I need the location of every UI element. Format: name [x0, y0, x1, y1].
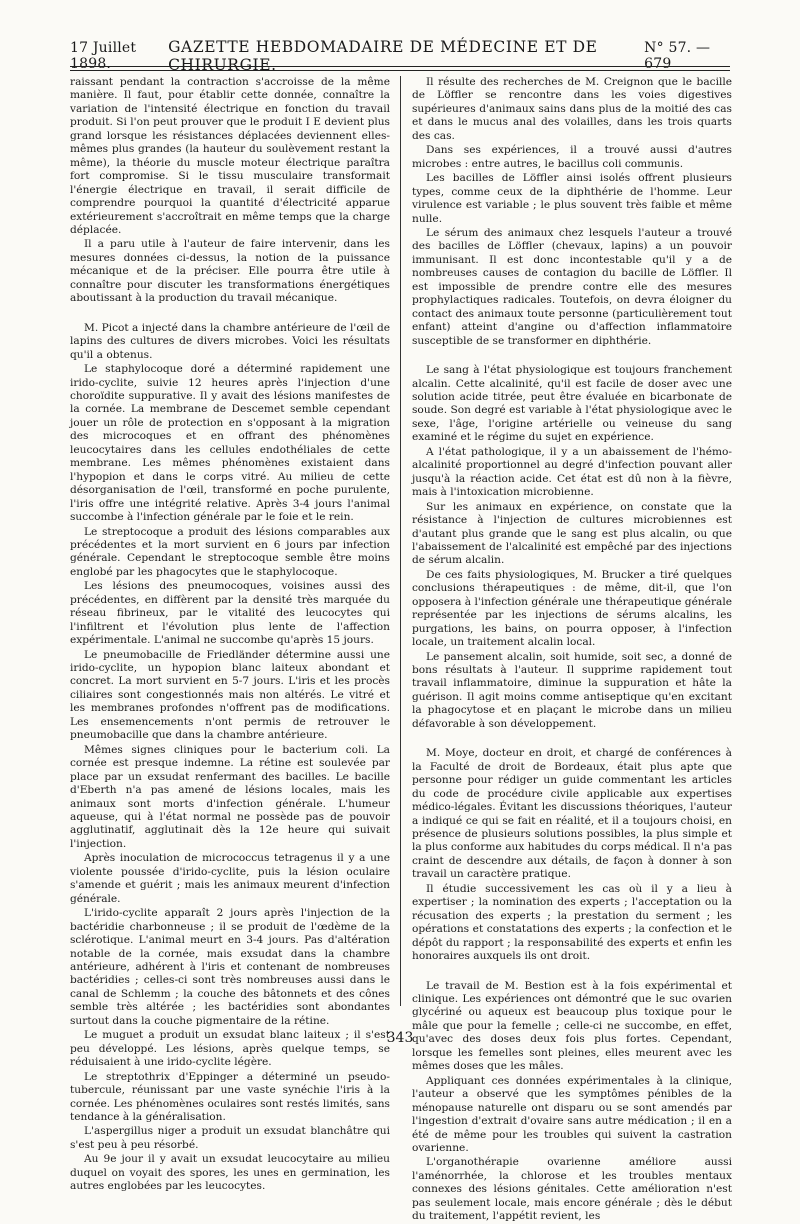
header-rule	[70, 66, 730, 71]
paragraph: raissant pendant la contraction s'accroisse de la même manière. Il faut, pour établir cette donnée, connaître la variation de l'intensité électrique en fonction du travail produit. Si l'on peut prouver que le produit I E devient plus grand lorsque les résistances déplacées deviennent elles-mêmes plus grandes (la hauteur du soulèvement restant la même), la théorie du muscle moteur électrique paraîtra fort compromise. Si le tissu musculaire transformait l'énergie électrique en travail, il serait difficile de comprendre pourquoi la quantité d'électricité apparue extérieurement s'accroîtrait en même temps que la charge déplacée.	[70, 76, 390, 236]
paragraph: Le pneumobacille de Friedländer détermine aussi une irido-cyclite, un hypopion blanc laiteux abondant et concret. La mort survient en 5-7 jours. L'iris et les procès ciliaires sont congestionnés mais non altérés. Le vitré et les membranes profondes n'offrent pas de modifications. Les ensemencements n'ont permis de retrouver le pneumobacille que dans la chambre antérieure.	[70, 648, 390, 742]
paragraph: L'organothérapie ovarienne améliore aussi l'aménorrhée, la chlorose et les troubles mentaux connexes des lésions génitales. Cette amélioration n'est pas seulement locale, mais encore générale ; dès le début du traitement, l'appétit revient, les	[412, 1156, 732, 1223]
paragraph: Il a paru utile à l'auteur de faire intervenir, dans les mesures données ci-dessus, la notion de la puissance mécanique et de la préciser. Elle pourra être utile à connaître pour discuter les transformations énergétiques aboutissant à la production du travail mécanique.	[70, 238, 390, 305]
paragraph: Il résulte des recherches de M. Creignon que le bacille de Löffler se rencontre dans les voies digestives supérieures d'animaux sains dans plus de la moitié des cas et dans le mucus anal des volailles, dans les trois quarts des cas.	[412, 76, 732, 142]
right-column	[412, 76, 732, 1223]
paragraph: Au 9e jour il y avait un exsudat leucocytaire au milieu duquel on voyait des spores, les unes en germination, les autres englobées par les leucocytes.	[70, 1153, 390, 1193]
paragraph: Le muguet a produit un exsudat blanc laiteux ; il s'est peu développé. Les lésions, après quelque temps, se réduisaient à une irido-cyclite légère.	[70, 1029, 390, 1069]
paragraph: Il étudie successivement les cas où il y a lieu à expertiser ; la nomination des experts ; l'acceptation ou la récusation des experts ; la prestation du serment ; les opérations et constatations des experts ; la confection et le dépôt du rapport ; la responsabilité des experts et enfin les honoraires auxquels ils ont droit.	[412, 882, 732, 963]
paragraph: Sur les animaux en expérience, on constate que la résistance à l'injection de cultures microbiennes est d'autant plus grande que le sang est plus alcalin, ou que l'abaissement de l'alcalinité est empêché par des injections de sérum alcalin.	[412, 500, 732, 567]
issue-date: 17 Juillet 1898.	[70, 40, 137, 72]
paragraph: Le pansement alcalin, soit humide, soit sec, a donné de bons résultats à l'auteur. Il supprime rapidement tout travail inflammatoire, diminue la suppuration et hâte la guérison. Il agit moins comme antiseptique qu'en excitant la phagocytose et en plaçant le microbe dans un milieu défavorable à son développement.	[412, 650, 732, 730]
journal-title: GAZETTE HEBDOMADAIRE DE MÉDECINE ET DE CHIRURGIE.	[168, 38, 598, 74]
paragraph: Le sérum des animaux chez lesquels l'auteur a trouvé des bacilles de Löffler (chevaux, lapins) a un pouvoir immunisant. Il est donc incontestable qu'il y a de nombreuses causes de contagion du bacille de Löffler. Il est impossible de prendre contre elle des mesures prophylactiques radicales. Toutefois, on devra éloigner du contact des animaux toute personne (particulièrement tout enfant) atteint d'angine ou d'affection inflammatoire susceptible de se transformer en diphthérie.	[412, 226, 732, 347]
paragraph: Les lésions des pneumocoques, voisines aussi des précédentes, en diffèrent par la densité très marquée du réseau fibrineux, par le vitalité des leucocytes qui l'infiltrent et l'évolution plus lente de l'affection expérimentale. L'animal ne succombe qu'après 15 jours.	[70, 580, 390, 647]
column-divider	[400, 76, 401, 1006]
paragraph: Après inoculation de micrococcus tetragenus il y a une violente poussée d'irido-cyclite, puis la lésion oculaire s'amende et guérit ; mais les animaux meurent d'infection générale.	[70, 852, 390, 905]
paragraph: Les bacilles de Löffler ainsi isolés offrent plusieurs types, comme ceux de la diphthérie de l'homme. Leur virulence est variable ; le plus souvent très faible et même nulle.	[412, 172, 732, 225]
paragraph: M. Picot a injecté dans la chambre antérieure de l'œil de lapins des cultures de divers microbes. Voici les résultats qu'il a obtenus.	[70, 321, 391, 361]
paragraph: Appliquant ces données expérimentales à la clinique, l'auteur a observé que les symptômes pénibles de la ménopause naturelle ont disparu ou se sont amendés par l'ingestion d'extrait d'ovaire sans autre médication ; il en a été de même pour les troubles qui suivent la castration ovarienne.	[412, 1074, 732, 1154]
paragraph: A l'état pathologique, il y a un abaissement de l'hémo-alcalinité proportionnel au degré d'infection pouvant aller jusqu'à la réaction acide. Cet état est dû non à la fièvre, mais à l'intoxication microbienne.	[412, 445, 732, 499]
issue-number: N° 57. — 679	[644, 40, 711, 72]
paragraph: De ces faits physiologiques, M. Brucker a tiré quelques conclusions thérapeutiques : de même, dit-il, que l'on opposera à l'infection générale une thérapeutique générale représentée par les injections de sérums alcalins, les purgations, les bains, on pourra opposer, à l'infection locale, un traitement alcalin local.	[412, 568, 732, 649]
running-header	[70, 38, 730, 74]
paragraph: M. Moye, docteur en droit, et chargé de conférences à la Faculté de droit de Bordeaux, était plus apte que personne pour rédiger un guide commentant les articles du code de procédure civile applicable aux expertises médico-légales. Évitant les discussions théoriques, l'auteur a indiqué ce qui se fait en réalité, et il a toujours choisi, en présence de plusieurs solutions possibles, la plus simple et la plus conforme aux habitudes du corps médical. Il n'a pas craint de descendre aux détails, de façon à donner à son travail un caractère pratique.	[412, 747, 732, 881]
paragraph: Le travail de M. Bestion est à la fois expérimental et clinique. Les expériences ont démontré que le suc ovarien glycériné ou aqueux est beaucoup plus toxique pour le mâle que pour la femelle ; celle-ci ne succombe, en effet, qu'avec des doses deux fois plus fortes. Cependant, lorsque les femelles sont pleines, elles meurent avec les mêmes doses que les mâles.	[412, 979, 732, 1073]
page-number: 343	[386, 1030, 414, 1046]
left-column	[70, 76, 391, 1193]
paragraph: Dans ses expériences, il a trouvé aussi d'autres microbes : entre autres, le bacillus coli communis.	[412, 144, 732, 170]
paragraph: Le staphylocoque doré a déterminé rapidement une irido-cyclite, suivie 12 heures après l'injection d'une choroïdite suppurative. Il y avait des lésions manifestes de la cornée. La membrane de Descemet semble cependant jouer un rôle de protection en s'opposant à la migration des microcoques et en offrant des phénomènes leucocytaires dans les cellules endothéliales de cette membrane. Les mêmes phénomènes existaient dans l'hypopion et dans le corps vitré. Au milieu de cette désorganisation de l'œil, transformé en poche purulente, l'iris offre une intégrité relative. Après 3-4 jours l'animal succombe à l'infection générale par le foie et le rein.	[70, 363, 390, 524]
paragraph: Mêmes signes cliniques pour le bacterium coli. La cornée est presque indemne. La rétine est soulevée par place par un exsudat renfermant des bacilles. Le bacille d'Eberth n'a pas amené de lésions locales, mais les animaux sont morts d'infection générale. L'humeur aqueuse, qui à l'état normal ne possède pas de pouvoir agglutinatif, agglutinait dès la 12e heure qui suivait l'injection.	[70, 743, 390, 850]
paragraph: Le streptocoque a produit des lésions comparables aux précédentes et la mort survient en 6 jours par infection générale. Cependant le streptocoque semble être moins englobé par les phagocytes que le staphylocoque.	[70, 525, 390, 578]
paragraph: Le streptothrix d'Eppinger a déterminé un pseudo-tubercule, réunissant par une vaste synéchie l'iris à la cornée. Les phénomènes oculaires sont restés limités, sans tendance à la généralisation.	[70, 1070, 390, 1123]
paragraph: L'aspergillus niger a produit un exsudat blanchâtre qui s'est peu à peu résorbé.	[70, 1125, 390, 1151]
paragraph: Le sang à l'état physiologique est toujours franchement alcalin. Cette alcalinité, qu'il est facile de doser avec une solution acide titrée, peut être évaluée en bicarbonate de soude. Son degré est variable à l'état physiologique avec le sexe, l'âge, l'origine artérielle ou veineuse du sang examiné et le régime du sujet en expérience.	[412, 364, 732, 444]
paragraph: L'irido-cyclite apparaît 2 jours après l'injection de la bactéridie charbonneuse ; il se produit de l'œdème de la sclérotique. L'animal meurt en 3-4 jours. Pas d'altération notable de la cornée, mais exsudat dans la chambre antérieure, adhérent à l'iris et contenant de nombreuses bactéridies ; celles-ci sont très nombreuses aussi dans le canal de Schlemm ; la couche des bâtonnets et des cônes semble très altérée ; les bactéridies sont abondantes surtout dans la couche pigmentaire de la rétine.	[70, 907, 390, 1027]
